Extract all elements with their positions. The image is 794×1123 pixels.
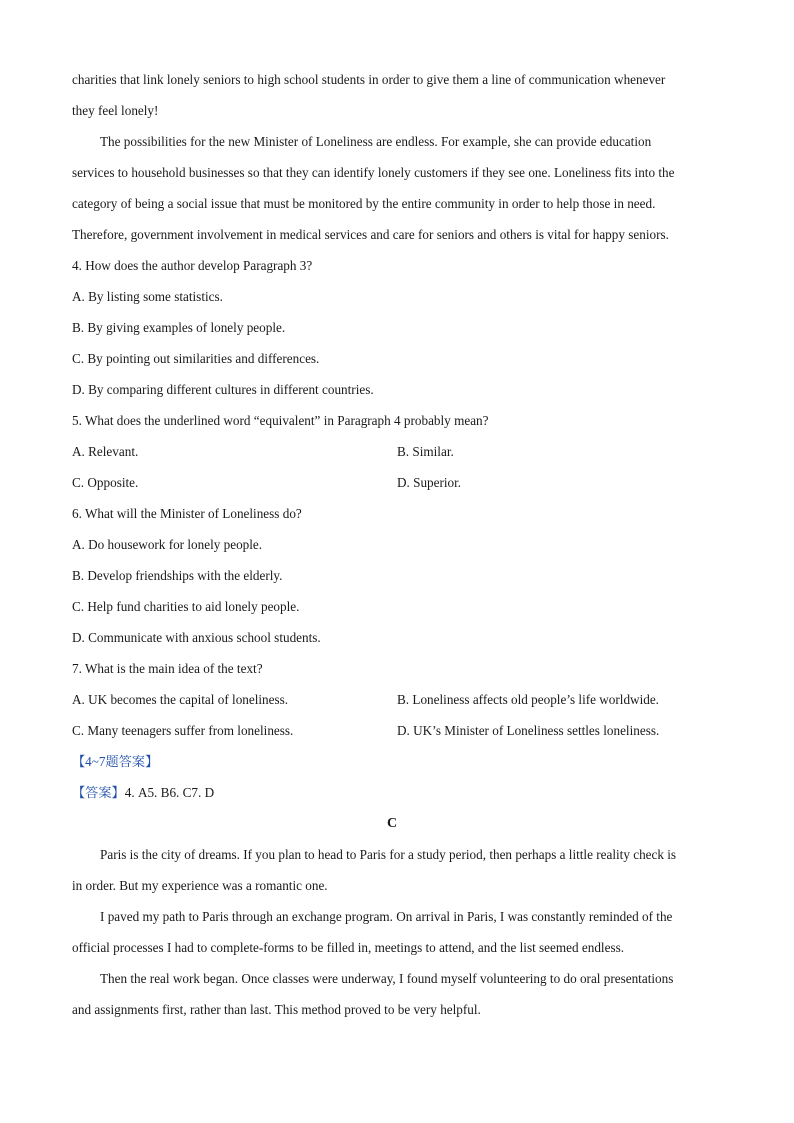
passage-c-paragraph-2	[72, 901, 712, 963]
text-line: in order. But my experience was a romantic one.	[72, 878, 328, 893]
text-line: Then the real work began. Once classes were underway, I found myself volunteering to do oral presentations	[100, 971, 674, 986]
text-line: official processes I had to complete-forms to be filled in, meetings to attend, and the list seemed endless.	[72, 940, 625, 955]
question-7	[72, 653, 712, 746]
passage-c-title: C	[386, 816, 398, 831]
passage-b-paragraph-continued	[72, 64, 712, 126]
text-line: The possibilities for the new Minister of Loneliness are endless. For example, she can provide education	[100, 134, 652, 149]
text-line: services to household businesses so that they can identify lonely customers if they see one. Loneliness fits into the	[72, 165, 675, 180]
answer-text: 4. A5. B6. C7. D	[124, 785, 215, 800]
text-line: and assignments first, rather than last. This method proved to be very helpful.	[72, 1002, 481, 1017]
option-c: C. Many teenagers suffer from loneliness.	[72, 723, 294, 738]
option-b: B. Loneliness affects old people’s life worldwide.	[397, 692, 659, 707]
option-row	[72, 715, 712, 746]
answer-label: 【答案】	[72, 785, 125, 800]
question-stem: 5. What does the underlined word “equivalent” in Paragraph 4 probably mean?	[72, 413, 489, 428]
option-b: B. Similar.	[397, 444, 454, 459]
question-4	[72, 250, 712, 405]
question-5	[72, 405, 712, 498]
option-row	[72, 467, 712, 498]
option-d: D. UK’s Minister of Loneliness settles loneliness.	[397, 723, 660, 738]
passage-c-paragraph-3	[72, 963, 712, 1025]
option-a: A. By listing some statistics.	[72, 289, 223, 304]
answer-heading: 【4~7题答案】	[72, 754, 159, 769]
document-page	[72, 64, 712, 1025]
question-stem: 4. How does the author develop Paragraph 3?	[72, 258, 313, 273]
option-c: C. Help fund charities to aid lonely people.	[72, 599, 300, 614]
option-a: A. UK becomes the capital of loneliness.	[72, 692, 289, 707]
option-c: C. Opposite.	[72, 475, 139, 490]
option-d: D. Superior.	[397, 475, 462, 490]
option-a: A. Do housework for lonely people.	[72, 537, 263, 552]
option-row	[72, 684, 712, 715]
option-d: D. Communicate with anxious school students.	[72, 630, 321, 645]
text-line: charities that link lonely seniors to high school students in order to give them a line of communication whenever	[72, 72, 666, 87]
text-line: Therefore, government involvement in medical services and care for seniors and others is vital for happy seniors.	[72, 227, 669, 242]
text-line: I paved my path to Paris through an exchange program. On arrival in Paris, I was constantly reminded of the	[100, 909, 673, 924]
option-b: B. Develop friendships with the elderly.	[72, 568, 283, 583]
text-line: category of being a social issue that must be monitored by the entire community in order to help those in need.	[72, 196, 656, 211]
passage-c-paragraph-1	[72, 839, 712, 901]
question-stem: 7. What is the main idea of the text?	[72, 661, 263, 676]
passage-b-paragraph	[72, 126, 712, 250]
question-6	[72, 498, 712, 653]
text-line: Paris is the city of dreams. If you plan to head to Paris for a study period, then perhaps a little reality check is	[100, 847, 677, 862]
option-a: A. Relevant.	[72, 444, 139, 459]
option-row	[72, 436, 712, 467]
option-d: D. By comparing different cultures in different countries.	[72, 382, 374, 397]
option-c: C. By pointing out similarities and differences.	[72, 351, 320, 366]
question-stem: 6. What will the Minister of Loneliness do?	[72, 506, 302, 521]
answer-section	[72, 746, 712, 808]
answer-line	[72, 777, 712, 808]
option-b: B. By giving examples of lonely people.	[72, 320, 286, 335]
text-line: they feel lonely!	[72, 103, 159, 118]
